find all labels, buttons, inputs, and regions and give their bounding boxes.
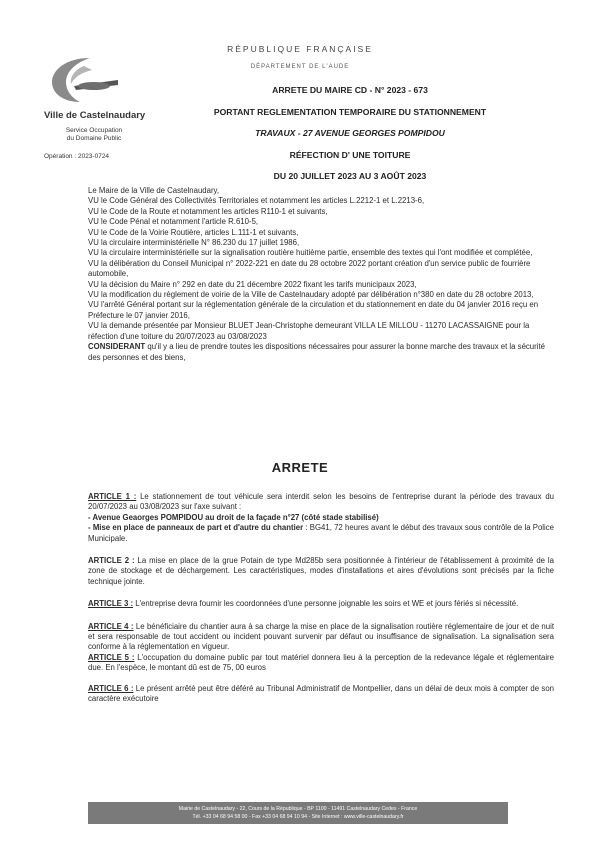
article-5 <box>88 653 554 674</box>
article-3-text: L'entreprise devra fournir les coordonnées d'une personne joignable les soirs et WE et jours fériés si nécessité. <box>133 599 519 609</box>
page-footer <box>88 802 508 824</box>
preamble <box>88 186 554 363</box>
vu-clause: VU la circulaire interministérielle N° 86.230 du 17 juillet 1986, <box>88 238 300 248</box>
article-2-text: La mise en place de la grue Potain de type Md285b sera positionnée à l'intérieur de l'établissement à proximité de la zone de stockage et de déchargement. Les caractéristiques, modes d'installations et aires d'évolutions sont précisés par la fiche technique jointe. <box>88 556 554 586</box>
service-line-2: du Domaine Public <box>66 135 122 142</box>
article-6-label: ARTICLE 6 : <box>88 683 134 693</box>
heading-line-4: RÉFECTION D' UNE TOITURE <box>289 149 411 160</box>
considerant-text: qu'il y a lieu de prendre toutes les dispositions nécessaires pour assurer la bonne marche des travaux et la sécurité des personnes et des biens, <box>88 342 545 362</box>
article-2-label: ARTICLE 2 : <box>88 556 135 566</box>
article-5-label: ARTICLE 5 : <box>88 652 135 662</box>
article-2 <box>88 556 554 587</box>
considerant-clause <box>88 342 554 363</box>
article-4-label: ARTICLE 4 : <box>88 621 134 631</box>
article-1-text: Le stationnement de tout véhicule sera interdit selon les besoins de l'entreprise durant la période des travaux du 20/07/2023 au 03/08/2023 sur l'axe suivant : <box>88 492 554 512</box>
service-name <box>44 127 144 143</box>
heading-line-3: TRAVAUX - 27 AVENUE GEORGES POMPIDOU <box>255 128 445 138</box>
vu-clause: VU le Code de la Voirie Routière, articles L.111-1 et suivants, <box>88 227 299 237</box>
vu-clause: VU l'arrêté Général portant sur la réglementation générale de la circulation et du stationnement en date du 04 janvier 2016 reçu en Préfecture le 07 janvier 2016, <box>88 300 539 320</box>
articles <box>88 492 554 705</box>
article-1-item-2-rest: : BG41, 72 heures avant le début des travaux sous contrôle de la Police Municipale. <box>88 523 554 543</box>
footer-address: Mairie de Castelnaudary - 22, Cours de la République - BP 1100 - 11491 Castelnaudary Cedex - France <box>178 806 418 812</box>
vu-clause: VU la circulaire interministérielle sur la signalisation routière huitième partie, ensemble des textes qui l'ont modifiée et complétée, <box>88 248 533 258</box>
article-3-label: ARTICLE 3 : <box>88 599 134 609</box>
article-3 <box>88 599 554 609</box>
departement: DÉPARTEMENT DE L'AUDE <box>250 64 350 70</box>
operation-number: Opération : 2023-0724 <box>44 153 110 160</box>
vu-clause: VU la délibération du Conseil Municipal n° 2022-221 en date du 28 octobre 2022 portant création d'un service public de fourrière automobile, <box>88 258 531 279</box>
article-6-text: Le présent arrêté peut être déféré au Tribunal Administratif de Montpellier, dans un délai de deux mois à compter de son caractère exécutoire <box>88 683 554 704</box>
article-1-item-2 <box>88 523 554 544</box>
vu-clause: VU la décision du Maire n° 292 en date du 21 décembre 2022 fixant les tarifs municipaux 2023, <box>88 279 417 289</box>
heading-line-2: PORTANT REGLEMENTATION TEMPORAIRE DU STATIONNEMENT <box>213 106 487 117</box>
preamble-intro: Le Maire de la Ville de Castelnaudary, <box>88 186 220 195</box>
heading-line-5: DU 20 JUILLET 2023 AU 3 AOÛT 2023 <box>273 171 427 181</box>
article-4 <box>88 622 554 653</box>
footer-contact: Tél. +33 04 68 94 58 00 - Fax +33 04 68 94 10 94 - Site Internet : www.ville-castelnaudary.fr <box>192 814 404 820</box>
article-6 <box>88 684 554 705</box>
article-5-text: L'occupation du domaine public par tout matériel donnera lieu à la perception de la redevance légale et réglementaire due. En l'espèce, le montant dû est de 75, 00 euros <box>88 652 554 673</box>
vu-clause: VU la demande présentée par Monsieur BLUET Jean-Christophe demeurant VILLA LE MILLOU - 11270 LACASSAIGNE pour la réfection d'une toiture du 20/07/2023 au 03/08/2023 <box>88 321 530 341</box>
vu-clause: VU la modification du règlement de voirie de la Ville de Castelnaudary adopté par délibération n°380 en date du 28 octobre 2013, <box>88 290 534 300</box>
city-logo-icon <box>44 52 124 108</box>
arrete-heading <box>180 85 520 193</box>
city-name: Ville de Castelnaudary <box>44 110 146 121</box>
vu-clause: VU le Code de la Route et notamment les articles R110-1 et suivants, <box>88 206 328 216</box>
republique-francaise: RÉPUBLIQUE FRANÇAISE <box>227 44 373 54</box>
article-1-label: ARTICLE 1 : <box>88 492 137 501</box>
heading-line-1: ARRETE DU MAIRE CD - N° 2023 - 673 <box>272 85 428 95</box>
service-line-1: Service Occupation <box>65 127 123 134</box>
article-1 <box>88 492 554 513</box>
article-1-item-1: - Avenue Geaorges POMPIDOU au droit de la façade n°27 (côté stade stabilisé) <box>88 512 379 522</box>
vu-clause: VU le Code Pénal et notamment l'article R.610-5, <box>88 217 259 227</box>
arrete-title: ARRETE <box>271 460 329 475</box>
vu-clause: VU le Code Général des Collectivités Territoriales et notamment les articles L.2212-1 et L.2213-6, <box>88 196 425 206</box>
article-1-item-2-bold: - Mise en place de panneaux de part et d'autre du chantier <box>88 523 304 533</box>
article-4-text: Le bénéficiaire du chantier aura à sa charge la mise en place de la signalisation routière réglementaire de jour et de nuit et sera responsable de tout accident ou incident pouvant survenir par défaut ou insuffisance de signalisation. La signalisation sera conforme à la réglementation en vigueur. <box>88 621 554 652</box>
considerant-label: CONSIDERANT <box>88 342 146 352</box>
